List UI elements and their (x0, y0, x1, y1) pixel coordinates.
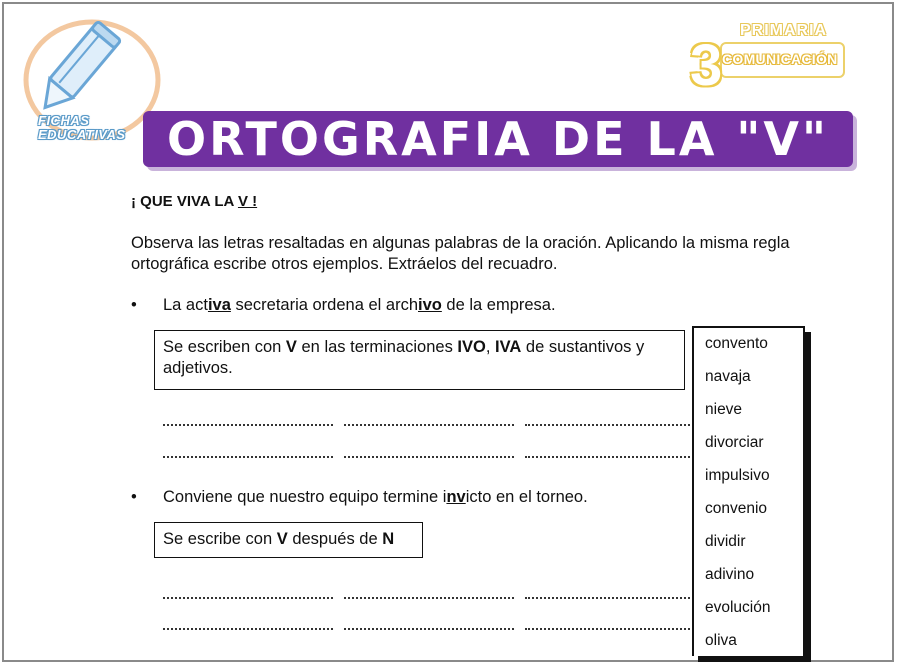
word-bank-item: navaja (705, 368, 751, 385)
sentence-text: La act (163, 296, 208, 314)
word-bank-item: nieve (705, 401, 743, 418)
sentence-text: icto en el torneo. (465, 488, 588, 506)
answer-line[interactable] (344, 424, 514, 426)
answer-line[interactable] (525, 456, 690, 458)
answer-line[interactable] (525, 424, 690, 426)
rule-key: IVO (457, 338, 486, 356)
fichas-educativas-logo (14, 18, 164, 148)
rule-text: , (485, 338, 496, 356)
answer-line[interactable] (163, 424, 333, 426)
bullet-dot: • (131, 488, 137, 506)
answer-line[interactable] (344, 628, 514, 630)
rule-key: IVA (495, 338, 522, 356)
rule-text: Se escribe con (163, 530, 277, 548)
bullet-dot: • (131, 296, 137, 314)
page-title: ORTOGRAFIA DE LA "V" (167, 112, 829, 166)
sentence-text: de la empresa. (441, 296, 556, 314)
highlighted-letters: nv (446, 488, 466, 506)
exercise2-rule-box (154, 522, 423, 558)
answer-line[interactable] (344, 456, 514, 458)
highlighted-letters: ivo (418, 296, 442, 314)
word-bank-item: oliva (705, 632, 737, 649)
word-bank-item: dividir (705, 533, 746, 550)
rule-key: V (285, 338, 297, 356)
answer-line[interactable] (525, 628, 690, 630)
word-bank-item: evolución (705, 599, 771, 616)
word-bank (692, 326, 805, 656)
word-bank-item: impulsivo (705, 467, 770, 484)
rule-key: V (276, 530, 288, 548)
title-banner (143, 111, 853, 167)
answer-line[interactable] (344, 597, 514, 599)
badge-grade: 3 (690, 33, 723, 98)
badge-level: PRIMARIA (740, 22, 828, 39)
logo-line1: FICHAS (38, 113, 90, 128)
highlighted-letters: iva (207, 296, 231, 314)
answer-line[interactable] (163, 628, 333, 630)
subtitle-prefix: ¡ QUE VIVA LA (131, 193, 238, 210)
badge-subject: COMUNICACIÓN (722, 51, 838, 67)
word-bank-item: adivino (705, 566, 755, 583)
sentence-text: Conviene que nuestro equipo termine i (163, 488, 447, 506)
logo-line2: EDUCATIVAS (38, 127, 126, 142)
sentence-text: secretaria ordena el arch (230, 296, 418, 314)
subtitle (131, 193, 257, 210)
word-bank-item: convenio (705, 500, 768, 517)
rule-text: Se escriben con (163, 338, 286, 356)
word-bank-item: divorciar (705, 434, 764, 451)
rule-key: N (382, 530, 395, 548)
exercise1-rule-box (154, 330, 685, 390)
answer-line[interactable] (163, 597, 333, 599)
answer-line[interactable] (525, 597, 690, 599)
rule-text: en las terminaciones (296, 338, 458, 356)
word-bank-item: convento (705, 335, 768, 352)
rule-text: después de (287, 530, 383, 548)
rule-text: de sustantivos y adjetivos. (163, 338, 645, 377)
answer-line[interactable] (163, 456, 333, 458)
subtitle-letter: V ! (237, 193, 258, 210)
instructions: Observa las letras resaltadas en algunas palabras de la oración. Aplicando la misma regla ortográfica escribe otros ejemplos. Extráelos del recuadro. (131, 234, 790, 273)
